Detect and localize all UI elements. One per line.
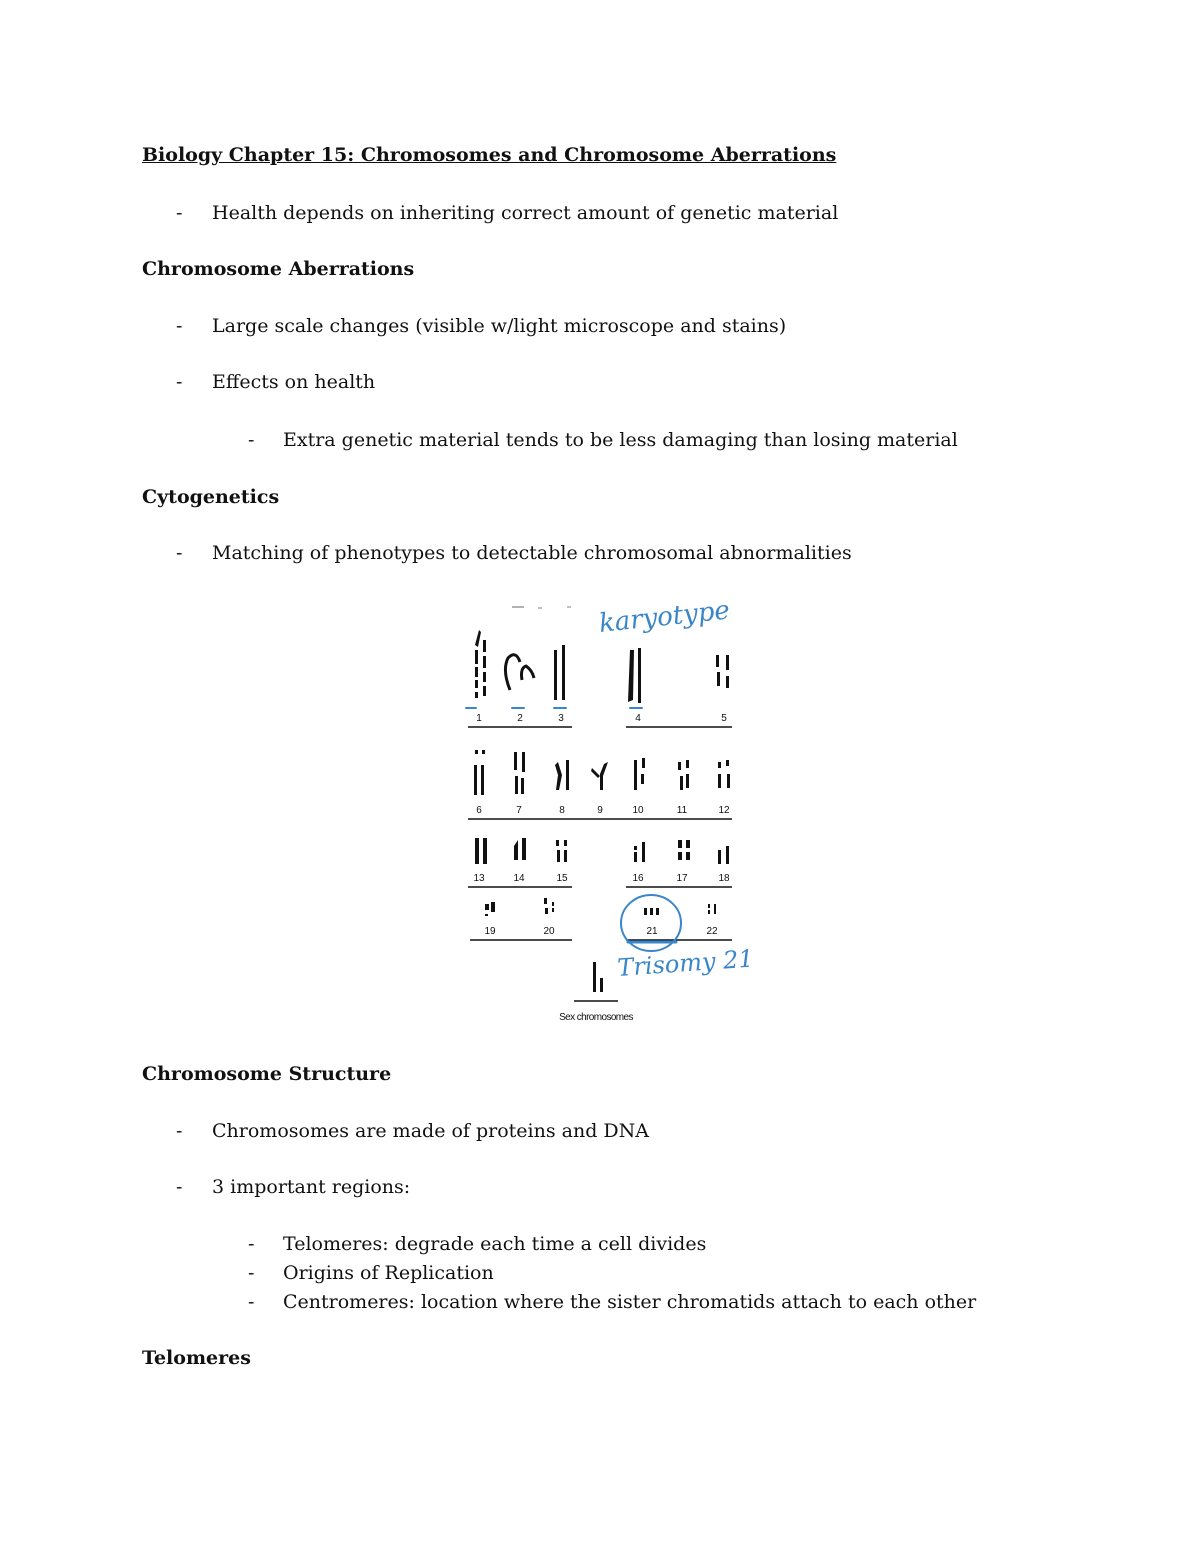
bullet-dash: - [176,1176,183,1198]
chromosome-number: 17 [676,873,688,884]
structure-bullet-1: Chromosomes are made of proteins and DNA [212,1120,649,1142]
handwritten-annotations [466,708,681,951]
chromosome-number: 11 [676,805,688,816]
bullet-dash: - [176,542,183,564]
sex-chromosomes-label: Sex chromosomes [559,1012,633,1023]
chromosome-pairs-19-22 [485,898,716,916]
chromosome-number: 22 [706,926,718,937]
sex-chromosomes [593,962,603,992]
bullet-dash: - [176,202,183,224]
chromosome-number: 4 [635,713,641,724]
chromosome-pair-2 [505,655,534,690]
page-title: Biology Chapter 15: Chromosomes and Chromosome Aberrations [142,144,837,166]
heading-structure: Chromosome Structure [142,1063,392,1085]
chromosome-number: 6 [476,805,482,816]
intro-bullet: Health depends on inheriting correct amount of genetic material [212,202,839,224]
bullet-dash: - [176,371,183,393]
chromosome-number: 5 [721,713,727,724]
chromosome-number: 12 [718,805,730,816]
chromosome-number: 20 [543,926,555,937]
chromosome-number: 16 [632,873,644,884]
structure-sub-bullet-1: Telomeres: degrade each time a cell divides [283,1233,707,1255]
structure-sub-bullet-2: Origins of Replication [283,1262,494,1284]
sub-bullet-dash: - [248,1233,255,1255]
chromosome-number: 3 [558,713,564,724]
aberrations-bullet-2: Effects on health [212,371,376,393]
chromosome-number: 14 [513,873,525,884]
chromosome-number: 15 [556,873,568,884]
chromosome-pair-1 [475,630,486,698]
chromosome-number: 10 [632,805,644,816]
karyotype-annotation: karyotype [597,595,732,639]
chromosome-pairs-13-18 [475,838,729,864]
chromosome-pairs-6-12 [474,750,730,795]
bullet-dash: - [176,315,183,337]
chromosome-number: 7 [516,805,522,816]
chromosome-number: 9 [597,805,603,816]
chromosome-number: 18 [718,873,730,884]
sub-bullet-dash: - [248,429,255,451]
heading-telomeres: Telomeres [142,1347,251,1369]
chromosome-number: 8 [559,805,565,816]
aberrations-sub-bullet-1: Extra genetic material tends to be less damaging than losing material [283,429,958,451]
chromosome-number: 13 [473,873,485,884]
structure-sub-bullet-3: Centromeres: location where the sister chromatids attach to each other [283,1291,977,1313]
chromosome-pair-4 [628,648,641,703]
trisomy-annotation: Trisomy 21 [616,944,755,982]
heading-aberrations: Chromosome Aberrations [142,258,415,280]
chromosome-pair-5 [716,655,729,688]
sub-bullet-dash: - [248,1291,255,1313]
cytogenetics-bullet-1: Matching of phenotypes to detectable chromosomal abnormalities [212,542,852,564]
karyotype-figure [450,590,770,1030]
chromosome-number: 19 [484,926,496,937]
chromosome-number: 2 [517,713,523,724]
chromosome-pair-3 [554,645,565,700]
sub-bullet-dash: - [248,1262,255,1284]
bullet-dash: - [176,1120,183,1142]
chromosome-number: 1 [476,713,482,724]
heading-cytogenetics: Cytogenetics [142,486,280,508]
aberrations-bullet-1: Large scale changes (visible w/light microscope and stains) [212,315,787,337]
structure-bullet-2: 3 important regions: [212,1176,411,1198]
chromosome-number: 21 [646,926,658,937]
